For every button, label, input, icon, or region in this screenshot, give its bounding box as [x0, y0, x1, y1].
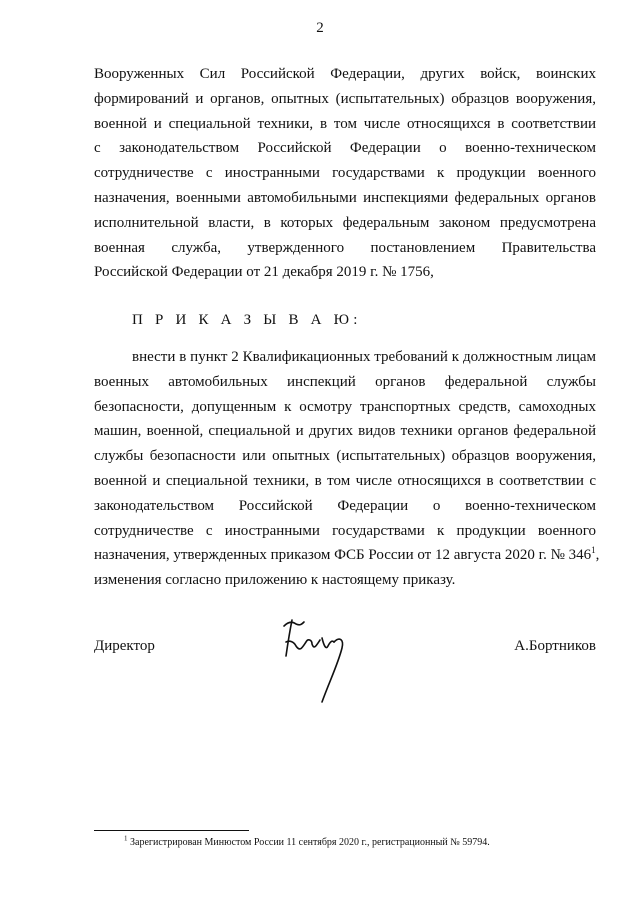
- text-line: исполнительной власти, в которых федеральным законом предусмотрена: [94, 214, 596, 231]
- text-line: Вооруженных Сил Российской Федерации, других войск, воинских: [94, 66, 596, 82]
- text-line: военной и специальной техники, в том числе относящихся в соответствии с: [94, 472, 596, 489]
- text-line: законодательством Российской Федерации о военно-техническом: [94, 497, 596, 514]
- order-heading: П Р И К А З Ы В А Ю:: [132, 312, 362, 328]
- text-line: сотрудничестве с иностранными государствами к продукции военного: [94, 165, 596, 182]
- footnote-marker: 1: [591, 545, 596, 556]
- text-line: формирований и органов, опытных (испытательных) образцов вооружения,: [94, 90, 596, 107]
- text-line: службы безопасности или опытных (испытательных) образцов вооружения,: [94, 448, 596, 465]
- text-line: военная служба, утвержденного постановлением Правительства: [94, 239, 596, 256]
- footnote-marker: 1: [124, 834, 128, 843]
- text-line: сотрудничестве с иностранными государствами к продукции военного: [94, 522, 596, 539]
- paragraph-preamble: [94, 62, 596, 285]
- text-line-content: назначения, утвержденных приказом ФСБ России от 12 августа 2020 г. № 346: [94, 547, 592, 564]
- footnote-divider: [94, 830, 249, 831]
- text-line: машин, военной, специальной и других видов техники органов федеральной: [94, 423, 596, 440]
- page-number: 2: [316, 20, 324, 36]
- text-line: военных автомобильных инспекций органов федеральной службы: [94, 373, 596, 390]
- text-line: военной и специальной техники, в том числе относящихся в соответствии: [94, 115, 596, 132]
- text-line-with-footnote: назначения, утвержденных приказом ФСБ России от 12 августа 2020 г. № $346^1$,: [94, 545, 600, 564]
- handwritten-signature: [278, 612, 358, 712]
- text-line: безопасности, допущенным к осмотру транспортных средств, самоходных: [94, 398, 596, 415]
- text-line: назначения, военными автомобильными инспекциями федеральных органов: [94, 189, 596, 206]
- footnote: [124, 834, 490, 848]
- signer-name: А.Бортников: [514, 638, 596, 654]
- text-line: изменения согласно приложению к настоящему приказу.: [94, 572, 456, 589]
- text-line: Российской Федерации от 21 декабря 2019 г. № 1756,: [94, 264, 434, 281]
- signer-title: Директор: [94, 638, 155, 654]
- text-line: с законодательством Российской Федерации о военно-техническом: [94, 140, 596, 157]
- paragraph-order: [94, 345, 600, 593]
- footnote-text: Зарегистрирован Минюстом России 11 сентября 2020 г., регистрационный № 59794.: [130, 837, 490, 848]
- text-line: внести в пункт 2 Квалификационных требований к должностным лицам: [132, 349, 596, 365]
